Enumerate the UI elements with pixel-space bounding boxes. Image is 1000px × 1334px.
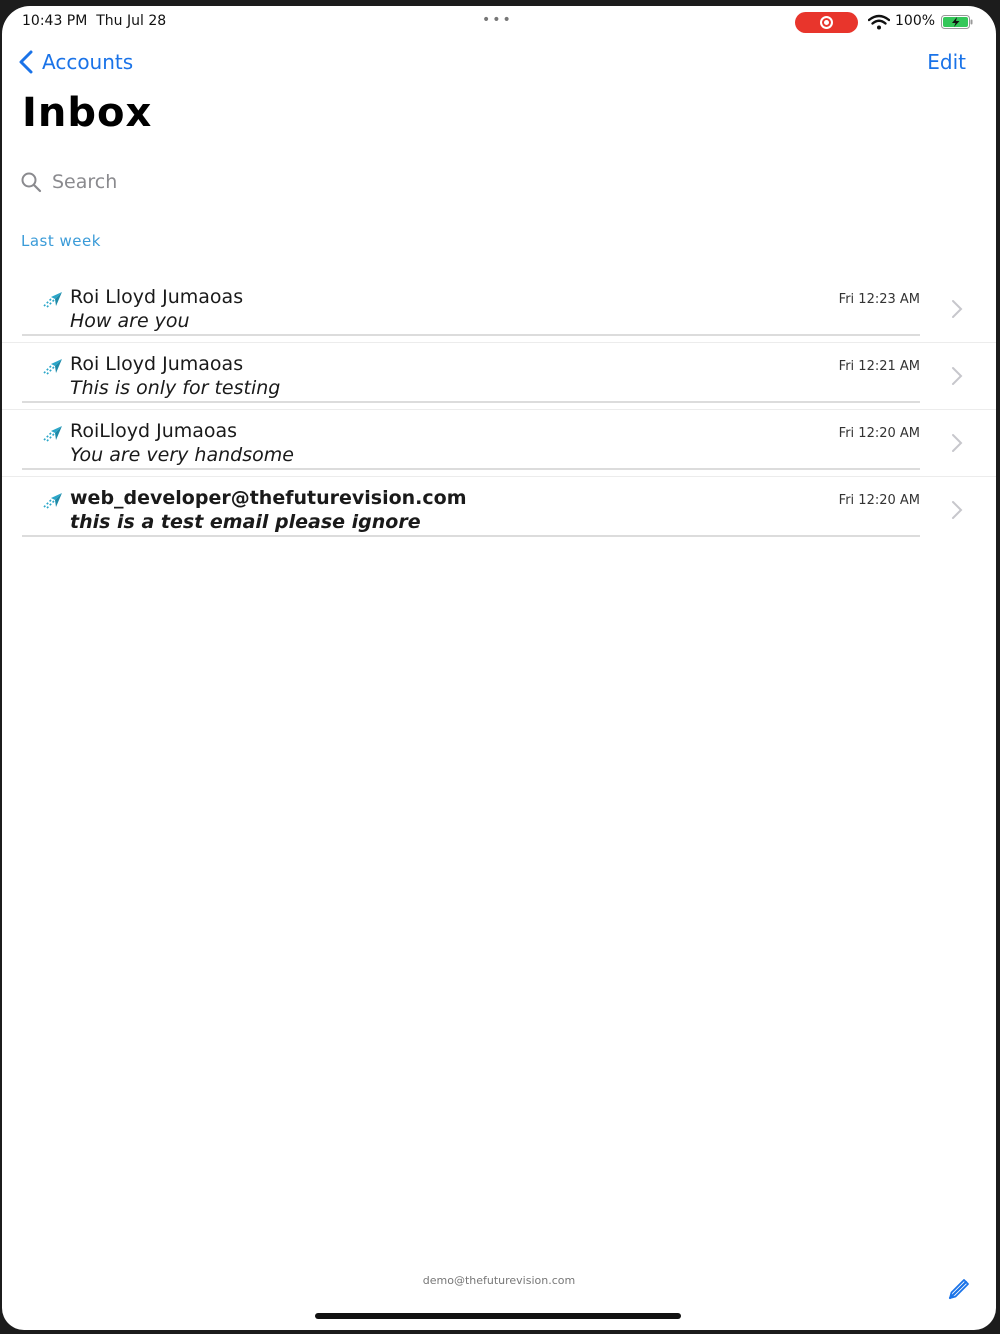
sent-plane-icon (42, 290, 64, 312)
edit-button[interactable]: Edit (927, 50, 966, 74)
status-time: 10:43 PM Thu Jul 28 (22, 13, 167, 29)
back-button-label: Accounts (42, 50, 134, 74)
message-subject: You are very handsome (70, 444, 294, 466)
message-time: Fri 12:20 AM (838, 493, 920, 508)
status-bar (2, 6, 996, 38)
search-icon (20, 171, 42, 193)
message-sender: RoiLloyd Jumaoas (70, 420, 238, 442)
message-subject: How are you (70, 310, 190, 332)
multitasking-dots[interactable]: ••• (482, 12, 513, 28)
section-header: Last week (21, 232, 101, 250)
message-time: Fri 12:23 AM (838, 292, 920, 307)
message-sender: Roi Lloyd Jumaoas (70, 353, 244, 375)
message-subject: this is a test email please ignore (70, 511, 421, 533)
message-sender: Roi Lloyd Jumaoas (70, 286, 244, 308)
message-time: Fri 12:21 AM (838, 359, 920, 374)
row-divider (22, 535, 920, 537)
chevron-right-icon (950, 365, 964, 387)
message-sender: web_developer@thefuturevision.com (70, 487, 467, 509)
footer-account-email: demo@thefuturevision.com (422, 1274, 576, 1287)
battery-charging-icon (941, 15, 973, 29)
message-row[interactable] (2, 409, 996, 476)
message-row[interactable] (2, 342, 996, 409)
message-time: Fri 12:20 AM (838, 426, 920, 441)
row-divider (22, 334, 920, 336)
sent-plane-icon (42, 424, 64, 446)
wifi-icon (868, 14, 890, 30)
row-divider (22, 401, 920, 403)
sent-plane-icon (42, 357, 64, 379)
chevron-right-icon (950, 499, 964, 521)
chevron-right-icon (950, 298, 964, 320)
battery-percent: 100% (895, 13, 936, 29)
page-title: Inbox (22, 90, 153, 136)
search-bar[interactable] (20, 164, 960, 200)
message-list (2, 276, 996, 543)
back-button[interactable] (18, 50, 133, 74)
home-indicator[interactable] (315, 1313, 681, 1319)
message-row[interactable] (2, 276, 996, 342)
chevron-left-icon (18, 50, 34, 74)
record-icon[interactable] (795, 12, 858, 33)
compose-icon[interactable] (946, 1276, 972, 1302)
screen (2, 6, 996, 1330)
message-subject: This is only for testing (70, 377, 281, 399)
search-input[interactable] (50, 170, 934, 194)
chevron-right-icon (950, 432, 964, 454)
sent-plane-icon (42, 491, 64, 513)
row-divider (22, 468, 920, 470)
message-row[interactable] (2, 476, 996, 543)
